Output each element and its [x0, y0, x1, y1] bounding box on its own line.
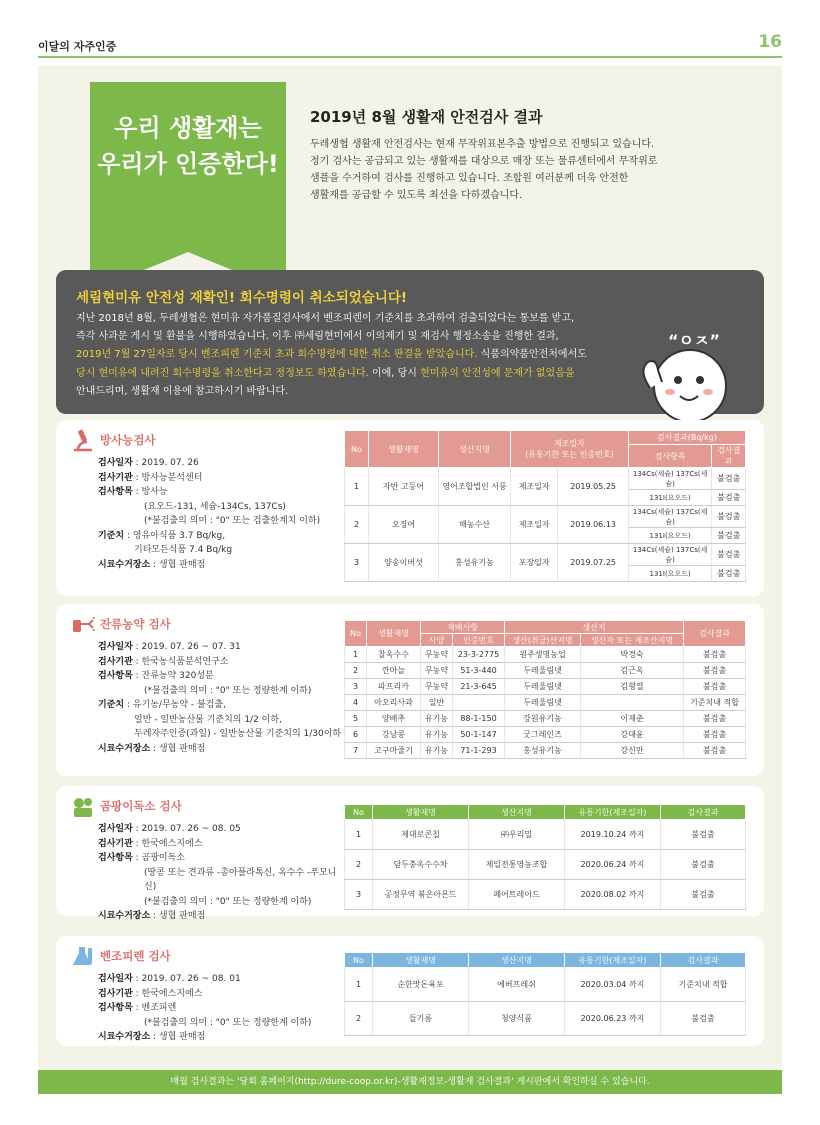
col-header: 생산지명: [439, 431, 511, 468]
table-cell: 3: [345, 544, 369, 582]
table-row: 5 양배추 유기농 88-1-150 강원유기농 이재춘 불검출: [345, 711, 746, 727]
table-cell: 2019.07.25: [558, 544, 628, 582]
notice-title: 세림현미유 안전성 재확인! 회수명령이 취소되었습니다!: [76, 290, 408, 306]
info-line: 검사항목 : 방사능: [98, 487, 168, 497]
info-line: 검사기관 : 한국에스지에스: [98, 838, 203, 849]
section-info: [98, 640, 348, 756]
table-cell: 불검출: [712, 528, 746, 544]
info-line: 검사항목 : 곰팡이독소: [98, 853, 186, 863]
pesticide-table: [344, 620, 746, 759]
col-header: 유통기한(제조일자): [565, 953, 661, 968]
table-cell: 131I(요오드): [628, 566, 712, 582]
mold-icon: [70, 794, 96, 820]
info-line: 검사일자 : 2019. 07. 26 ~ 08. 05: [98, 824, 241, 834]
col-header: 검사결과: [661, 953, 746, 968]
col-header: No: [345, 431, 369, 468]
footer-bar: 매월 검사결과는 '당회 홈페이지(http://dure-coop.or.kr)-생활재정보-생활재 검사결과' 게시판에서 확인하실 수 있습니다.: [38, 1070, 782, 1094]
table-cell: 제조일자: [511, 506, 558, 544]
notice-line: [76, 365, 636, 383]
info-line: 기타모든식품 7.4 Bq/kg: [134, 545, 233, 555]
table-cell: 2019.06.13: [558, 506, 628, 544]
col-header: 검사결과: [661, 805, 746, 820]
table-cell: 1: [345, 468, 369, 506]
section-info: [98, 456, 348, 572]
info-line: 일반 - 일반농산물 기준치의 1/2 이하,: [134, 714, 282, 725]
table-cell: 불검출: [712, 566, 746, 582]
col-header: No: [345, 953, 373, 968]
table-row: 1 제대로콘칩 ㈜우리밀 2019.10.24 까지 불검출: [345, 820, 746, 850]
section-title: 방사능검사: [100, 433, 156, 447]
info-line: 기준치 : 영유아식품 3.7 Bq/kg,: [98, 530, 226, 541]
table-row: 2 깐마늘 무농약 51-3-440 두레울림넷 김근옥 불검출: [345, 663, 746, 679]
section-info: [98, 822, 348, 924]
notice-line: 지난 2018년 8월, 두레생협은 현미유 자가품질검사에서 벤조피렌이 기준치를 초과하여 검출되었다는 통보를 받고,: [76, 313, 575, 324]
intro-line: 생활재를 공급할 수 있도록 최선을 다하겠습니다.: [310, 190, 523, 201]
notice-box: [56, 270, 764, 414]
notice-line: 안내드리며, 생활재 이용에 참고하시기 바랍니다.: [76, 385, 289, 397]
benzopyrene-table: [344, 952, 746, 1036]
info-line: 시료수거장소 : 생협 판매점: [98, 1032, 206, 1042]
table-row: 2 담두충옥수수차 제일전통영농조합 2020.06.24 까지 불검출: [345, 850, 746, 880]
table-cell: 양송이버섯: [369, 544, 439, 582]
intro-line: 샘플을 수거하여 검사를 진행하고 있습니다. 조합원 여러분께 더욱 안전한: [310, 173, 629, 184]
table-cell: 134Cs(세슘) 137Cs(세슘): [628, 506, 712, 528]
banner-text: [90, 110, 286, 182]
info-line: (*불검출의 의미 : "0" 또는 검출한계치 이하): [144, 516, 321, 526]
table-cell: 2019.05.25: [558, 468, 628, 506]
info-line: (땅콩 또는 견과류 -총아플라톡신, 옥수수 -푸모니신): [144, 867, 337, 892]
intro-body: [310, 136, 710, 204]
info-line: 두레자주인증(과일) - 일반농산물 기준치의 1/30이하: [134, 729, 342, 739]
table-row: 3 파프리카 무농약 21-3-645 두레울림넷 김형열 불검출: [345, 679, 746, 695]
col-header: 검사결과: [684, 621, 746, 647]
info-line: 검사기관 : 방사능분석센터: [98, 472, 203, 483]
page-header: [38, 32, 782, 58]
table-row: 2 들기름 청양식품 2020.06.23 까지 불검출: [345, 1002, 746, 1036]
info-line: (*불검출의 의미 : "0" 또는 정량한계 이하): [144, 896, 312, 907]
intro-line: 정기 검사는 공급되고 있는 생활재를 대상으로 매장 또는 물류센터에서 무작위로: [310, 156, 658, 167]
col-header: 생활재명: [369, 431, 439, 468]
col-header: 검사항목: [628, 445, 712, 468]
section-title: 곰팡이독소 검사: [100, 799, 182, 813]
benzopyrene-section: [56, 936, 764, 1046]
radiation-section: [56, 420, 764, 596]
col-header: 생활재명: [373, 805, 469, 820]
section-name: 이달의 자주인증: [38, 40, 117, 53]
col-header: 생산지: [505, 621, 684, 634]
info-line: (요오드-131, 세슘-134Cs, 137Cs): [144, 501, 286, 512]
col-header: No: [345, 805, 373, 820]
info-line: 검사기관 : 한국에스지에스: [98, 988, 203, 999]
info-line: 시료수거장소 : 생협 판매점: [98, 559, 206, 570]
info-line: (*불검출의 의미 : "0" 또는 정량한계 이하): [144, 1017, 312, 1028]
section-title: 잔류농약 검사: [100, 617, 171, 631]
info-line: 검사항목 : 벤조피렌: [98, 1003, 177, 1013]
table-cell: 불검출: [712, 544, 746, 566]
table-row: 3 공정무역 볶은아몬드 페어트레이드 2020.08.02 까지 불검출: [345, 880, 746, 910]
notice-line: 즉각 사과문 게시 및 환불을 시행하였습니다. 이후 ㈜세림현미에서 이의제기 및 재검사 행정소송을 진행한 결과,: [76, 331, 559, 343]
col-header: 생산지명: [469, 953, 565, 968]
table-cell: 영어조합법인 서풍: [439, 468, 511, 506]
info-line: (*불검출의 의미 : "0" 또는 정량한계 이하): [144, 685, 312, 696]
info-line: 기준치 : 유기농/무농약 - 불검출,: [98, 700, 226, 710]
table-row: 4 아오리사과 일반 두레울림넷 기준치내 적합: [345, 695, 746, 711]
table-cell: 자반 고등어: [369, 468, 439, 506]
title-banner: [90, 82, 286, 252]
col-header: 제조일자 (유통기한 또는 인증번호): [511, 431, 629, 468]
info-line: 시료수거장소 : 생협 판매점: [98, 911, 206, 921]
table-cell: 131I(요오드): [628, 528, 712, 544]
info-line: 시료수거장소 : 생협 판매점: [98, 743, 206, 754]
microscope-icon: [70, 428, 96, 454]
col-header: 유통기한(제조일자): [565, 805, 661, 820]
flask-icon: [70, 944, 96, 970]
info-line: 검사일자 : 2019. 07. 26 ~ 07. 31: [98, 642, 241, 652]
table-cell: 불검출: [712, 468, 746, 490]
table-row: 6 강낭콩 유기농 50-1-147 굿그레인즈 강대윤 불검출: [345, 727, 746, 743]
table-cell: 해농수산: [439, 506, 511, 544]
table-cell: 134Cs(세슘) 137Cs(세슘): [628, 544, 712, 566]
col-header: 사양: [421, 634, 453, 647]
col-header: 생산자 또는 제조산지명: [581, 634, 684, 647]
notice-line: [76, 346, 636, 364]
section-info: [98, 972, 348, 1045]
col-header: 생산(취급)산지명: [505, 634, 581, 647]
page-number: 16: [758, 32, 782, 52]
col-header: 생활재명: [367, 621, 421, 647]
info-line: 검사일자 : 2019. 07. 26: [98, 458, 199, 468]
banner-line-2: 우리가 인증한다!: [97, 150, 279, 178]
table-cell: 불검출: [712, 506, 746, 528]
mycotoxin-table: [344, 804, 746, 910]
info-line: 검사일자 : 2019. 07. 26 ~ 08. 01: [98, 974, 241, 984]
table-cell: 홍성유기농: [439, 544, 511, 582]
intro-title: 2019년 8월 생활재 안전검사 결과: [310, 108, 543, 126]
notice-highlight: 현미유의 안전성에 문제가 없었음을: [420, 367, 575, 379]
notice-highlight: 2019년 7월 27일자로 당시 벤조피렌 기준치 초과 회수명령에 대한 취소 판결을 받았습니다.: [76, 349, 478, 361]
radiation-table: [344, 430, 746, 582]
notice-body: [76, 310, 636, 401]
table-cell: 제조일자: [511, 468, 558, 506]
col-header: 인증번호: [453, 634, 505, 647]
info-line: 검사기관 : 한국농식품분석연구소: [98, 656, 229, 667]
section-title: 벤조피렌 검사: [100, 949, 171, 963]
col-header: 검사결과(Bq/kg): [628, 431, 745, 445]
banner-line-1: 우리 생활재는: [114, 114, 262, 142]
notice-highlight: 당시 현미유에 내려진 회수명령을 취소한다고 정정보도 하였습니다.: [76, 367, 369, 379]
col-header: 재배사항: [421, 621, 505, 634]
table-row: 1 찰옥수수 무농약 23-3-2775 원주생명농업 박경숙 불검출: [345, 647, 746, 663]
svg-text:“ㅇㅈ”: “ㅇㅈ”: [668, 331, 720, 350]
table-cell: 불검출: [712, 490, 746, 506]
col-header: 생활재명: [373, 953, 469, 968]
notice-text: 식품의약품안전처에서도: [477, 349, 587, 361]
notice-text: 이에, 당시: [368, 367, 421, 379]
intro-line: 두레생협 생활재 안전검사는 현재 무작위표본추출 방법으로 진행되고 있습니다.: [310, 139, 655, 150]
mascot-icon: [628, 322, 738, 426]
info-line: 검사항목 : 잔류농약 320성분: [98, 671, 214, 681]
table-row: 1 순한맛돈육포 에버프레쉬 2020.03.04 까지 기준치내 적합: [345, 968, 746, 1002]
sprayer-icon: [70, 612, 96, 638]
table-cell: 포장일자: [511, 544, 558, 582]
col-header: No: [345, 621, 367, 647]
col-header: 생산지명: [469, 805, 565, 820]
table-cell: 오징어: [369, 506, 439, 544]
mycotoxin-section: [56, 786, 764, 921]
table-cell: 2: [345, 506, 369, 544]
table-cell: 134Cs(세슘) 137Cs(세슘): [628, 468, 712, 490]
col-header: 검사결과: [712, 445, 746, 468]
table-cell: 131I(요오드): [628, 490, 712, 506]
pesticide-section: [56, 604, 764, 776]
table-row: 7 고구마줄기 유기농 71-1-293 홍성유기농 강신만 불검출: [345, 743, 746, 759]
